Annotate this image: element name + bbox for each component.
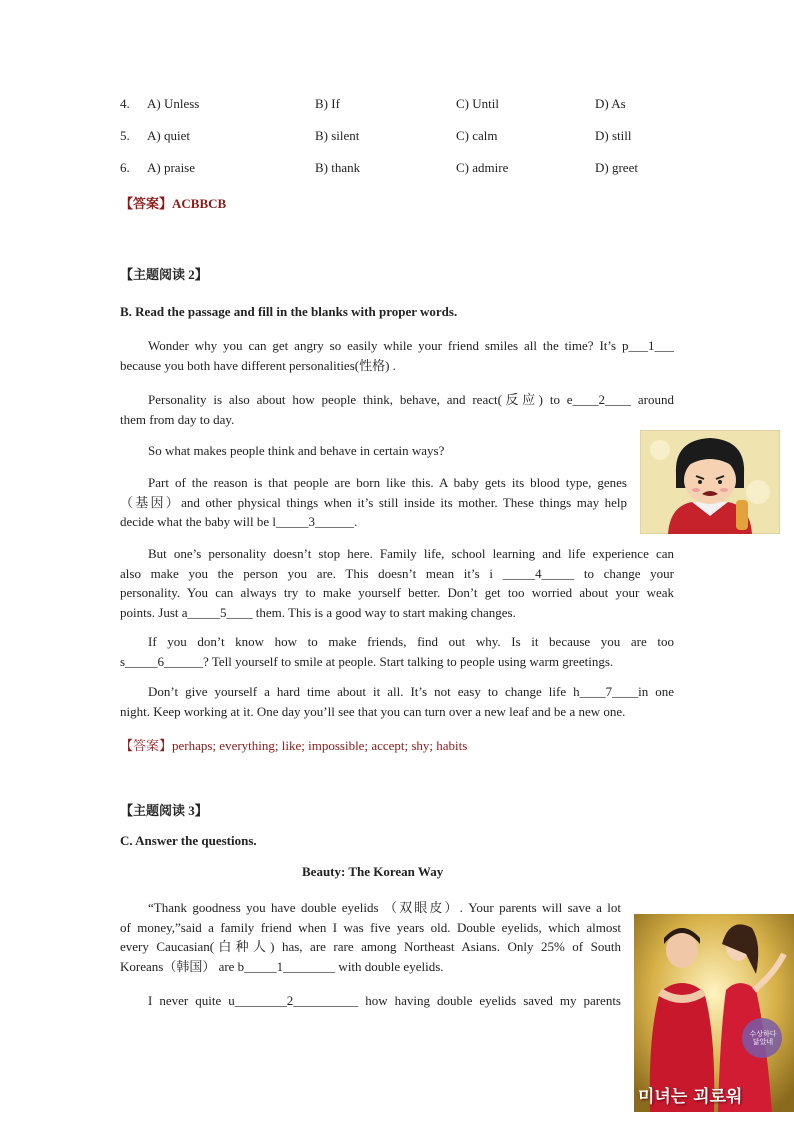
s2-paragraph-1 xyxy=(120,336,674,375)
movie-poster-image xyxy=(634,914,794,1112)
option-c: C) Until xyxy=(456,96,499,111)
option-d: D) As xyxy=(595,96,626,111)
text-line: of money,”said a family friend when I was five years old. Double eyelids, which almost xyxy=(120,919,621,935)
s3-paragraph-2 xyxy=(120,991,621,1011)
option-b: B) silent xyxy=(315,128,360,143)
answer-label: 【答案】 xyxy=(120,738,173,753)
text-line: Personality is also about how people think, behave, and react(反应) to e____2____ around xyxy=(148,392,674,407)
s2-paragraph-5 xyxy=(120,544,674,622)
text-line: But one’s personality doesn’t stop here. Family life, school learning and life experience can xyxy=(148,546,674,561)
question-5 xyxy=(120,128,632,144)
section-2-instruction: B. Read the passage and fill in the blanks with proper words. xyxy=(120,304,458,319)
option-d: D) greet xyxy=(595,160,638,175)
text-line: Part of the reason is that people are born like this. A baby gets its blood type, genes xyxy=(148,475,627,490)
option-b: B) If xyxy=(315,96,340,111)
text-line: points. Just a_____5____ them. This is a good way to start making changes. xyxy=(120,604,516,620)
s3-paragraph-1 xyxy=(120,898,621,976)
option-c: C) calm xyxy=(456,128,498,143)
s2-paragraph-3: So what makes people think and behave in certain ways? xyxy=(148,443,445,458)
text-line: night. Keep working at it. One day you’ll see that you can turn over a new leaf and be a new one. xyxy=(120,703,626,719)
option-a: A) praise xyxy=(147,160,196,175)
question-number: 4. xyxy=(120,96,130,111)
option-a: A) Unless xyxy=(147,96,200,111)
poster-title: 미녀는 괴로워 xyxy=(638,1087,743,1107)
question-4 xyxy=(120,96,626,112)
text-line: “Thank goodness you have double eyelids （双眼皮）. Your parents will save a lot xyxy=(148,900,621,915)
answer-2 xyxy=(120,735,467,754)
answer-label: 【答案】 xyxy=(120,196,173,211)
text-line: decide what the baby will be l_____3______. xyxy=(120,514,358,529)
s2-paragraph-2 xyxy=(120,390,674,429)
question-number: 5. xyxy=(120,128,130,143)
section-3-heading: 【主题阅读 3】 xyxy=(120,803,208,818)
text-line: them from day to day. xyxy=(120,411,235,427)
text-line: I never quite u________2__________ how having double eyelids saved my parents xyxy=(148,993,621,1008)
question-number: 6. xyxy=(120,160,130,175)
text-line: If you don’t know how to make friends, find out why. Is it because you are too xyxy=(148,634,674,649)
section-3-instruction: C. Answer the questions. xyxy=(120,833,257,848)
text-line: also make you the person you are. This doesn’t mean it’s i _____4_____ to change your xyxy=(120,565,674,581)
text-line: Wonder why you can get angry so easily while your friend smiles all the time? It’s p___1___ xyxy=(148,338,674,353)
text-line: personality. You can always try to make yourself better. Don’t get too worried about your weak xyxy=(120,585,674,600)
answer-value: ACBBCB xyxy=(172,196,227,211)
answer-value: perhaps; everything; like; impossible; accept; shy; habits xyxy=(172,738,468,753)
text-line: because you both have different personalities(性格) . xyxy=(120,357,396,373)
option-b: B) thank xyxy=(315,160,361,175)
text-line: Koreans（韩国） are b_____1________ with double eyelids. xyxy=(120,958,444,974)
text-line: s_____6______? Tell yourself to smile at people. Start talking to people using warm greetings. xyxy=(120,653,614,669)
cartoon-girl-image xyxy=(640,430,780,534)
s2-paragraph-7 xyxy=(120,682,674,721)
s2-paragraph-6 xyxy=(120,632,674,671)
option-d: D) still xyxy=(595,128,632,143)
text-line: Don’t give yourself a hard time about it all. It’s not easy to change life h____7____in one xyxy=(148,684,674,699)
question-6 xyxy=(120,160,638,176)
option-a: A) quiet xyxy=(147,128,190,143)
poster-badge-text: 수상하다 닮았네 xyxy=(749,1030,777,1046)
s2-paragraph-4 xyxy=(120,473,627,532)
text-line: every Caucasian(白种人) has, are rare among Northeast Asians. Only 25% of South xyxy=(120,939,621,954)
text-line: （基因）and other physical things when it’s still inside its mother. These things may help xyxy=(120,494,627,510)
option-c: C) admire xyxy=(456,160,509,175)
article-title: Beauty: The Korean Way xyxy=(302,864,444,879)
section-2-heading: 【主题阅读 2】 xyxy=(120,267,208,282)
answer-1 xyxy=(120,193,226,212)
